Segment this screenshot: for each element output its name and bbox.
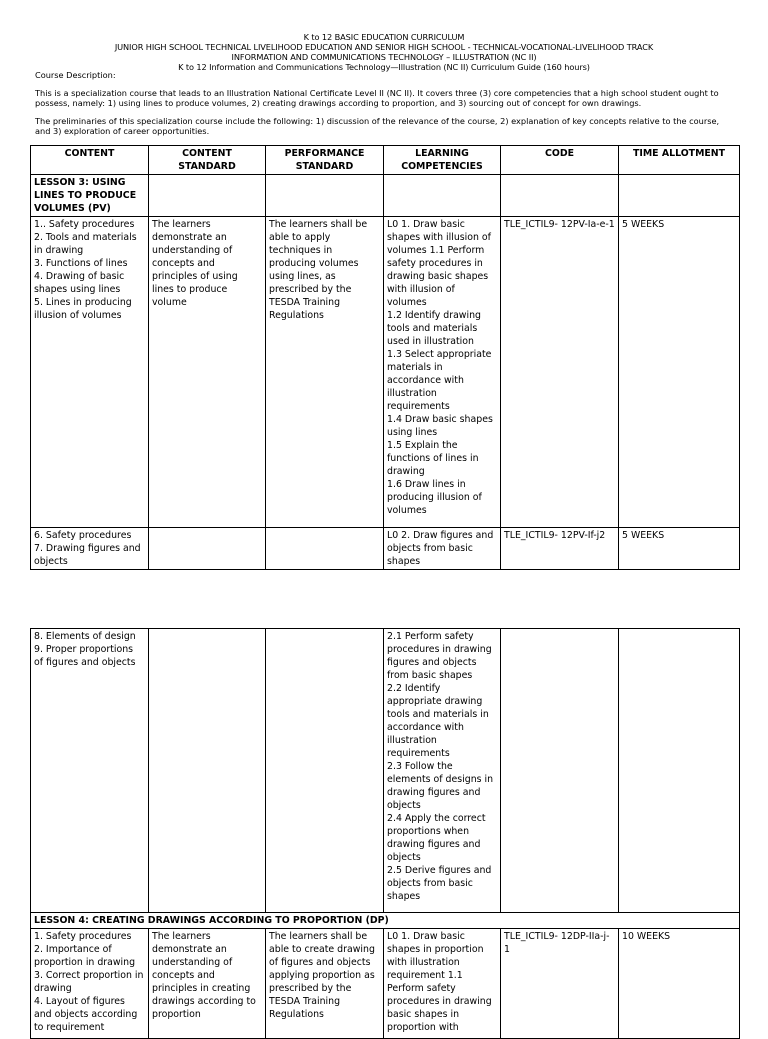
- content-item: 2. Tools and materials in drawing: [34, 232, 137, 256]
- content-cell: [31, 929, 149, 1039]
- competencies-cell: [384, 528, 501, 570]
- table-header-row: [31, 146, 740, 175]
- time-allotment-cell: 5 WEEKS: [619, 528, 740, 570]
- empty-cell: [266, 629, 384, 913]
- competencies-cell: [384, 217, 501, 528]
- content-item: 3. Functions of lines: [34, 258, 128, 269]
- curriculum-title: K to 12 BASIC EDUCATION CURRICULUM: [303, 32, 465, 42]
- lesson-title: LESSON 3: USING LINES TO PRODUCE VOLUMES (PV): [31, 175, 149, 217]
- competency-item: 2.2 Identify appropriate drawing tools and materials in accordance with illustration requirements: [387, 683, 489, 759]
- lesson-row: [31, 175, 740, 217]
- content-cell: [31, 217, 149, 528]
- competency-item: L0 2. Draw figures and objects from basic shapes: [387, 530, 494, 567]
- empty-cell: [149, 175, 266, 217]
- content-cell: [31, 528, 149, 570]
- curriculum-table-part1: [30, 145, 740, 570]
- curriculum-table-part2: [30, 628, 740, 1039]
- content-item: 1.. Safety procedures: [34, 219, 135, 230]
- content-item: 4. Layout of figures and objects according to requirement: [34, 996, 138, 1033]
- table-row: [31, 929, 740, 1039]
- course-description-label: Course Description:: [35, 70, 116, 80]
- competency-item: 2.1 Perform safety procedures in drawing figures and objects from basic shapes: [387, 631, 492, 681]
- competency-item: 1.5 Explain the functions of lines in drawing: [387, 440, 479, 477]
- time-allotment-cell: 10 WEEKS: [619, 929, 740, 1039]
- competency-item: 1.3 Select appropriate materials in accordance with illustration requirements: [387, 349, 492, 412]
- content-item: 6. Safety procedures: [34, 530, 132, 541]
- lesson-title: LESSON 4: CREATING DRAWINGS ACCORDING TO PROPORTION (DP): [31, 913, 740, 929]
- content-item: 4. Drawing of basic shapes using lines: [34, 271, 125, 295]
- competency-item: 2.3 Follow the elements of designs in drawing figures and objects: [387, 761, 494, 811]
- content-item: 8. Elements of design: [34, 631, 136, 642]
- table-row: [31, 528, 740, 570]
- lesson-row: [31, 913, 740, 929]
- column-header: PERFORMANCE STANDARD: [266, 146, 384, 175]
- column-header: TIME ALLOTMENT: [619, 146, 740, 175]
- empty-cell: [266, 528, 384, 570]
- content-item: 7. Drawing figures and objects: [34, 543, 141, 567]
- curriculum-guide-title: K to 12 Information and Communications Technology—Illustration (NC II) Curriculum Guide (160 hours): [178, 62, 590, 72]
- empty-cell: [619, 629, 740, 913]
- code-cell: TLE_ICTIL9- 12PV-If-j2: [501, 528, 619, 570]
- empty-cell: [619, 175, 740, 217]
- content-item: 5. Lines in producing illusion of volumes: [34, 297, 132, 321]
- performance-standard-cell: The learners shall be able to create drawing of figures and objects applying proportion as prescribed by the TESDA Training Regulations: [266, 929, 384, 1039]
- competency-item: 2.5 Derive figures and objects from basic shapes: [387, 865, 492, 902]
- competency-item: 1.6 Draw lines in producing illusion of volumes: [387, 479, 482, 516]
- column-header: CONTENT: [31, 146, 149, 175]
- time-allotment-cell: 5 WEEKS: [619, 217, 740, 528]
- empty-cell: [149, 528, 266, 570]
- empty-cell: [384, 175, 501, 217]
- code-cell: TLE_ICTIL9- 12DP-IIa-j-1: [501, 929, 619, 1039]
- content-item: 2. Importance of proportion in drawing: [34, 944, 136, 968]
- table-row: [31, 629, 740, 913]
- competency-item: L0 1. Draw basic shapes in proportion with illustration requirement 1.1 Perform safety procedures in drawing basic shapes in proportion with: [387, 931, 492, 1033]
- column-header: CODE: [501, 146, 619, 175]
- code-cell: TLE_ICTIL9- 12PV-Ia-e-1: [501, 217, 619, 528]
- competency-item: 2.4 Apply the correct proportions when drawing figures and objects: [387, 813, 486, 863]
- column-header: LEARNING COMPETENCIES: [384, 146, 501, 175]
- competencies-cell: [384, 929, 501, 1039]
- content-standard-cell: The learners demonstrate an understanding of concepts and principles in creating drawings according to proportion: [149, 929, 266, 1039]
- specialization-title: INFORMATION AND COMMUNICATIONS TECHNOLOGY – ILLUSTRATION (NC II): [231, 52, 537, 62]
- empty-cell: [501, 629, 619, 913]
- course-description-paragraph: This is a specialization course that leads to an Illustration National Certificate Level II (NC II). It covers three (3) core competencies that a high school student ought to possess, namely: 1) using lines to produce volumes, 2) creating drawings according to proportion, and 3) sourcing out of concept for own drawings.: [35, 88, 719, 108]
- empty-cell: [149, 629, 266, 913]
- column-header: CONTENT STANDARD: [149, 146, 266, 175]
- empty-cell: [501, 175, 619, 217]
- competency-item: 1.2 Identify drawing tools and materials used in illustration: [387, 310, 481, 347]
- content-item: 1. Safety procedures: [34, 931, 132, 942]
- track-title: JUNIOR HIGH SCHOOL TECHNICAL LIVELIHOOD EDUCATION AND SENIOR HIGH SCHOOL - TECHNICAL-VOCATIONAL-LIVELIHOOD TRACK: [114, 42, 654, 52]
- content-item: 9. Proper proportions of figures and objects: [34, 644, 136, 668]
- competency-item: 1.4 Draw basic shapes using lines: [387, 414, 493, 438]
- content-item: 3. Correct proportion in drawing: [34, 970, 144, 994]
- preliminaries-paragraph: The preliminaries of this specialization course include the following: 1) discussion of the relevance of the course, 2) explanation of key concepts relative to the course, and 3) exploration of career opportunities.: [35, 116, 720, 136]
- competencies-cell: [384, 629, 501, 913]
- table-row: [31, 217, 740, 528]
- performance-standard-cell: The learners shall be able to apply techniques in producing volumes using lines, as prescribed by the TESDA Training Regulations: [266, 217, 384, 528]
- empty-cell: [266, 175, 384, 217]
- content-cell: [31, 629, 149, 913]
- content-standard-cell: The learners demonstrate an understanding of concepts and principles of using lines to produce volume: [149, 217, 266, 528]
- competency-item: L0 1. Draw basic shapes with illusion of volumes 1.1 Perform safety procedures in drawing basic shapes with illusion of volumes: [387, 219, 491, 308]
